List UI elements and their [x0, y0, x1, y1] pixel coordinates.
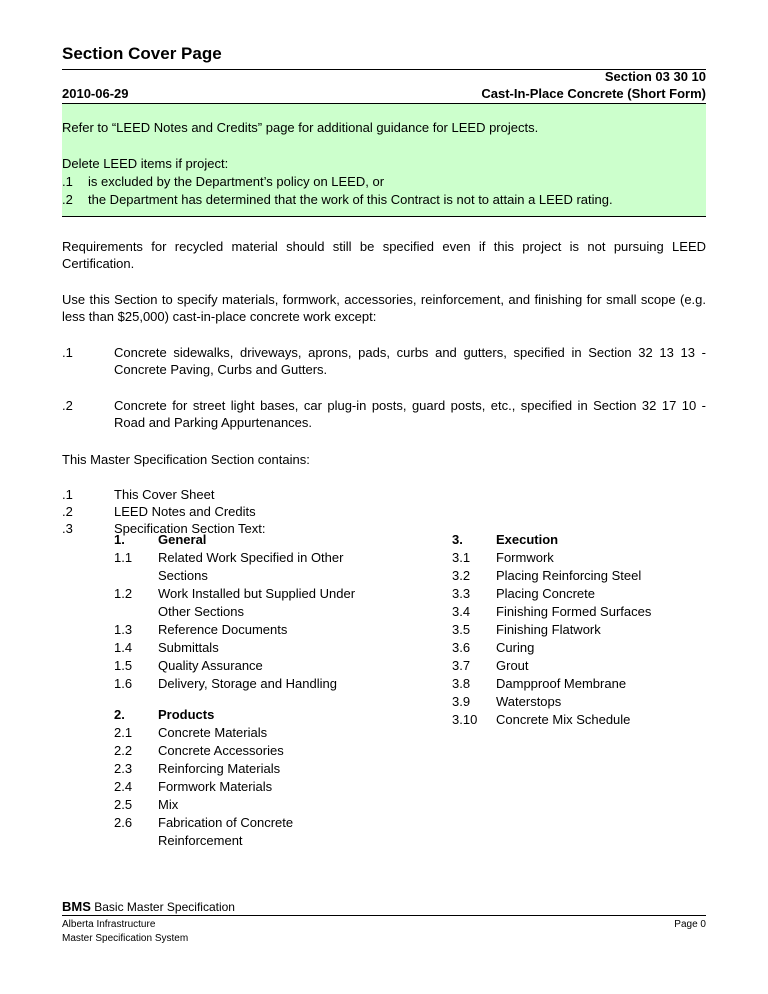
toc-heading [114, 531, 374, 549]
toc-title: Concrete Materials [158, 725, 268, 740]
leed-note-item-number: .2 [62, 192, 73, 207]
toc-title: Placing Concrete [496, 586, 595, 601]
toc-entry [114, 639, 374, 657]
toc-number: 1.3 [114, 622, 133, 637]
toc-number: 3.7 [452, 658, 471, 673]
footer-bms [62, 899, 235, 914]
toc-products [114, 706, 374, 850]
exception-number: .2 [62, 398, 73, 413]
toc-number: 3.9 [452, 694, 471, 709]
toc-title: Grout [496, 658, 529, 673]
toc-number: 3.10 [452, 712, 478, 727]
toc-title: General [158, 532, 207, 547]
toc-title: Submittals [158, 640, 219, 655]
toc-entry [114, 796, 374, 814]
toc-number: 1.4 [114, 640, 133, 655]
toc-entry [114, 814, 374, 850]
toc-entry [114, 549, 374, 585]
toc-entry [452, 549, 706, 567]
toc-title: Work Installed but Supplied Under Other Sections [158, 586, 356, 619]
toc-title: Formwork Materials [158, 779, 273, 794]
leed-note-item-number: .1 [62, 174, 73, 189]
toc-title: Curing [496, 640, 535, 655]
toc-number: 2.5 [114, 797, 133, 812]
toc-title: Finishing Formed Surfaces [496, 604, 652, 619]
toc-entry [452, 585, 706, 603]
toc-entry [452, 657, 706, 675]
toc-number: 2.1 [114, 725, 133, 740]
toc-title: Concrete Accessories [158, 743, 284, 758]
section-title: Cast-In-Place Concrete (Short Form) [481, 86, 706, 101]
toc-title: Placing Reinforcing Steel [496, 568, 642, 583]
toc-entry [452, 639, 706, 657]
contents-text: This Cover Sheet [114, 487, 215, 502]
toc-title: Reinforcing Materials [158, 761, 281, 776]
toc-number: 3.3 [452, 586, 471, 601]
toc-title: Finishing Flatwork [496, 622, 601, 637]
page-title: Section Cover Page [62, 44, 222, 63]
toc-title: Execution [496, 532, 559, 547]
toc-general [114, 531, 374, 693]
toc-title: Formwork [496, 550, 554, 565]
toc-entry [114, 778, 374, 796]
contents-number: .2 [62, 504, 73, 519]
bms-abbreviation: BMS [62, 899, 91, 914]
exception-text: Concrete for street light bases, car plug-in posts, guard posts, etc., specified in Section 32 17 10 - Road and Parking Appurtenances. [114, 398, 706, 430]
toc-execution [452, 531, 706, 729]
document-date: 2010-06-29 [62, 86, 129, 101]
toc-number: 3.6 [452, 640, 471, 655]
toc-number: 3. [452, 532, 463, 547]
toc-entry [452, 603, 706, 621]
toc-title: Delivery, Storage and Handling [158, 676, 337, 691]
toc-title: Mix [158, 797, 179, 812]
leed-note-item-text: the Department has determined that the work of this Contract is not to attain a LEED rating. [88, 192, 613, 207]
toc-number: 3.8 [452, 676, 471, 691]
toc-entry [452, 693, 706, 711]
toc-title: Related Work Specified in Other Sections [158, 550, 344, 583]
toc-number: 3.2 [452, 568, 471, 583]
section-number: Section 03 30 10 [604, 69, 706, 84]
toc-entry [452, 711, 706, 729]
toc-entry [452, 567, 706, 585]
exception-item [62, 344, 706, 384]
toc-entry [114, 657, 374, 675]
toc-number: 2.3 [114, 761, 133, 776]
leed-note-delete: Delete LEED items if project: [62, 156, 229, 171]
toc-number: 2. [114, 707, 125, 722]
toc-number: 1.2 [114, 586, 133, 601]
toc-number: 1. [114, 532, 125, 547]
toc-number: 3.5 [452, 622, 471, 637]
toc-number: 1.6 [114, 676, 133, 691]
toc-title: Reference Documents [158, 622, 288, 637]
page-number: Page 0 [674, 919, 706, 930]
contents-text: Specification Section Text: [114, 521, 266, 536]
leed-note-reference: Refer to “LEED Notes and Credits” page for additional guidance for LEED projects. [62, 120, 539, 135]
toc-entry [452, 621, 706, 639]
leed-note-box [62, 104, 706, 217]
leed-note-item-text: is excluded by the Department’s policy on LEED, or [88, 174, 385, 189]
toc-entry [114, 724, 374, 742]
toc-number: 3.1 [452, 550, 471, 565]
bms-name: Basic Master Specification [94, 900, 235, 914]
toc-heading [114, 706, 374, 724]
exception-text: Concrete sidewalks, driveways, aprons, pads, curbs and gutters, specified in Section 32 13 13 - Concrete Paving, Curbs and Gutters. [114, 345, 706, 377]
toc-title: Products [158, 707, 215, 722]
toc-entry [114, 760, 374, 778]
toc-number: 3.4 [452, 604, 471, 619]
exception-number: .1 [62, 345, 73, 360]
contents-text: LEED Notes and Credits [114, 504, 256, 519]
toc-number: 2.4 [114, 779, 133, 794]
toc-entry [114, 742, 374, 760]
toc-title: Quality Assurance [158, 658, 263, 673]
contents-number: .3 [62, 521, 73, 536]
toc-title: Concrete Mix Schedule [496, 712, 631, 727]
footer-system: Master Specification System [62, 933, 189, 944]
footer-organization: Alberta Infrastructure [62, 919, 156, 930]
toc-title: Fabrication of Concrete Reinforcement [158, 815, 294, 848]
contents-number: .1 [62, 487, 73, 502]
toc-entry [114, 675, 374, 693]
footer-rule [62, 915, 706, 916]
toc-entry [114, 621, 374, 639]
exception-item [62, 397, 706, 437]
toc-title: Dampproof Membrane [496, 676, 627, 691]
toc-entry [452, 675, 706, 693]
contains-intro: This Master Specification Section contains: [62, 452, 310, 467]
toc-number: 1.5 [114, 658, 133, 673]
toc-number: 2.2 [114, 743, 133, 758]
toc-number: 1.1 [114, 550, 133, 565]
toc-title: Waterstops [496, 694, 562, 709]
toc-number: 2.6 [114, 815, 133, 830]
toc-heading [452, 531, 706, 549]
scope-paragraph: Use this Section to specify materials, formwork, accessories, reinforcement, and finishing for small scope (e.g. less than $25,000) cast-in-place concrete work except: [62, 292, 706, 324]
recycled-material-paragraph: Requirements for recycled material should still be specified even if this project is not pursuing LEED Certification. [62, 239, 706, 271]
toc-entry [114, 585, 374, 621]
